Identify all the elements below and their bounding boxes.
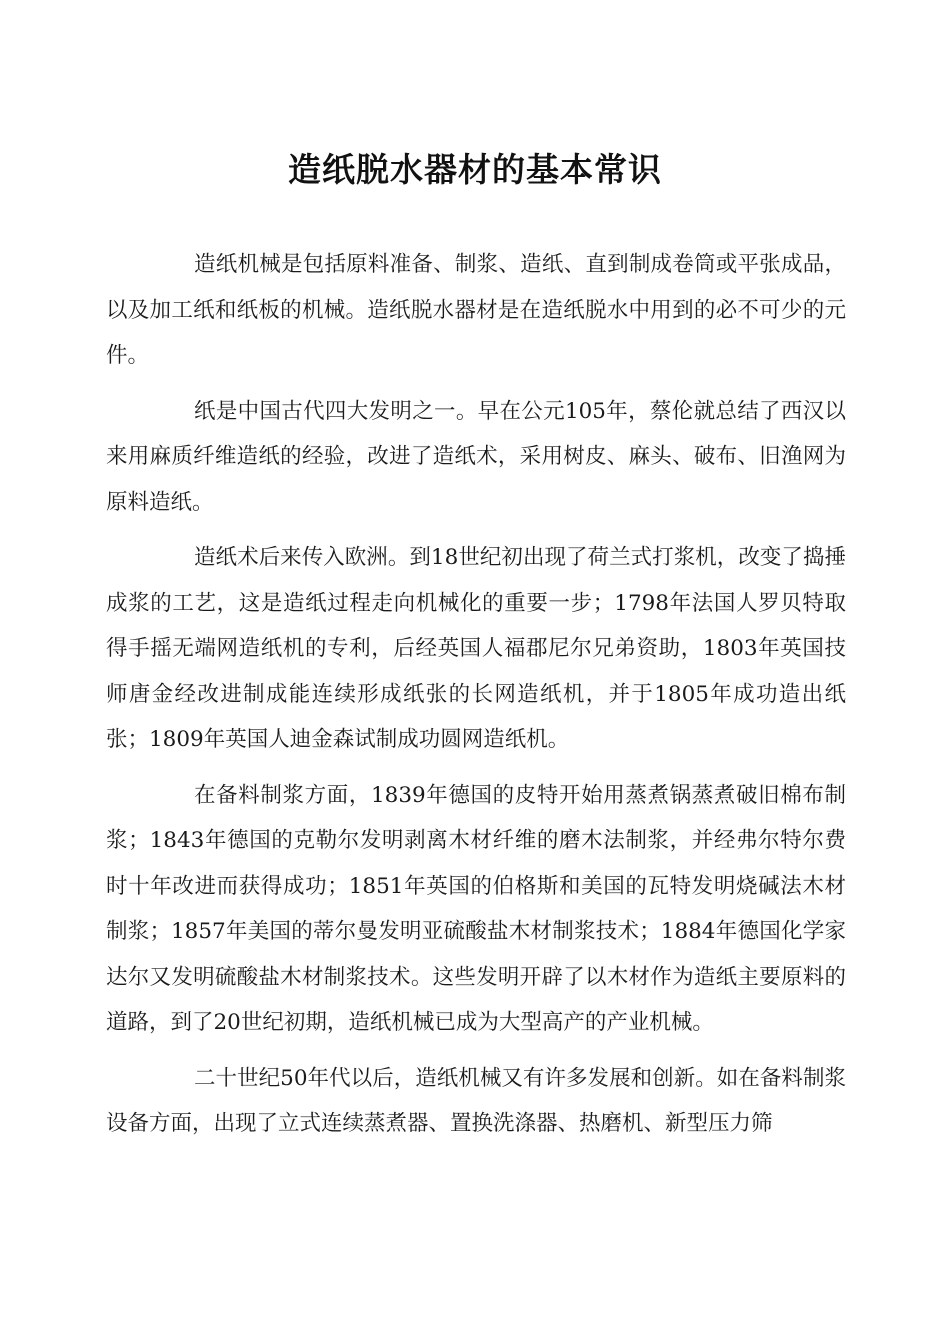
paragraph: 造纸机械是包括原料准备、制浆、造纸、直到制成卷筒或平张成品，以及加工纸和纸板的机械。造纸脱水器材是在造纸脱水中用到的必不可少的元件。 bbox=[106, 252, 846, 368]
paragraph: 造纸术后来传入欧洲。到18世纪初出现了荷兰式打浆机，改变了捣捶成浆的工艺，这是造纸过程走向机械化的重要一步；1798年法国人罗贝特取得手摇无端网造纸机的专利，后经英国人福郡尼尔兄弟资助，1803年英国技师唐金经改进制成能连续形成纸张的长网造纸机，并于1805年成功造出纸张；1809年英国人迪金森试制成功圆网造纸机。 bbox=[106, 545, 846, 752]
paragraph: 在备料制浆方面，1839年德国的皮特开始用蒸煮锅蒸煮破旧棉布制浆；1843年德国的克勒尔发明剥离木材纤维的磨木法制浆，并经弗尔特尔费时十年改进而获得成功；1851年英国的伯格斯和美国的瓦特发明烧碱法木材制浆；1857年美国的蒂尔曼发明亚硫酸盐木材制浆技术；1884年德国化学家达尔又发明硫酸盐木材制浆技术。这些发明开辟了以木材作为造纸主要原料的道路，到了20世纪初期，造纸机械已成为大型高产的产业机械。 bbox=[106, 782, 846, 1035]
document-body bbox=[106, 242, 846, 1157]
document-title: 造纸脱水器材的基本常识 bbox=[288, 150, 662, 189]
paragraph: 纸是中国古代四大发明之一。早在公元105年，蔡伦就总结了西汉以来用麻质纤维造纸的经验，改进了造纸术，采用树皮、麻头、破布、旧渔网为原料造纸。 bbox=[106, 398, 846, 515]
paragraph: 二十世纪50年代以后，造纸机械又有许多发展和创新。如在备料制浆设备方面，出现了立式连续蒸煮器、置换洗涤器、热磨机、新型压力筛 bbox=[106, 1065, 846, 1136]
